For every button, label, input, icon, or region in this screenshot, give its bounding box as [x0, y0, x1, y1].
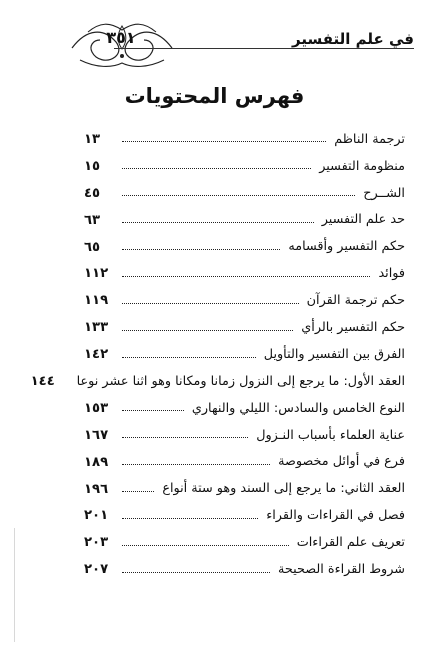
toc-item [84, 529, 405, 556]
toc-item [84, 260, 405, 287]
toc-item-title: حكم ترجمة القرآن [306, 293, 405, 309]
dot-leader [122, 248, 280, 250]
toc-item [84, 556, 405, 583]
toc-item-page: ١٨٩ [84, 454, 109, 470]
toc-item-page: ٤٥ [84, 185, 101, 201]
toc-item [84, 126, 405, 153]
dot-leader [122, 194, 355, 196]
toc-item-page: ١٦٧ [84, 427, 109, 443]
dot-leader [122, 463, 270, 465]
dot-leader [122, 302, 299, 304]
header-rule [114, 48, 414, 49]
toc-item-page: ٦٣ [84, 212, 101, 228]
toc-item-page: ١١٢ [84, 266, 109, 282]
dot-leader [122, 409, 184, 411]
toc-item-page: ١٤٤ [30, 373, 55, 389]
toc-item [84, 207, 405, 234]
toc-item-title: العقد الثاني: ما يرجع إلى السند وهو ستة أنواع [162, 481, 405, 497]
toc-item [84, 234, 405, 261]
scan-edge-line [14, 528, 15, 642]
toc-item-page: ٢٠١ [84, 508, 109, 524]
toc-item-page: ٢٠٣ [84, 535, 109, 551]
toc-item-title: حكم التفسير بالرأي [301, 319, 405, 335]
toc-item-title: ترجمة الناظم [334, 131, 405, 147]
toc-item-title: فرع في أوائل مخصوصة [278, 454, 405, 470]
toc-item [84, 287, 405, 314]
toc-item-page: ١٥ [84, 158, 101, 174]
toc-item-title: حد علم التفسير [321, 212, 405, 228]
toc-item [84, 153, 405, 180]
toc-item-page: ١٩٦ [84, 481, 109, 497]
dot-leader [122, 221, 314, 223]
toc-item [84, 341, 405, 368]
dot-leader [122, 490, 154, 492]
toc-item [84, 314, 405, 341]
dot-leader [122, 436, 248, 438]
dot-leader [122, 571, 270, 573]
toc-item [84, 422, 405, 449]
toc-item-title: منظومة التفسير [319, 158, 405, 174]
toc-item-page: ٢٠٧ [84, 562, 109, 578]
toc-item [30, 368, 405, 395]
toc-item [84, 180, 405, 207]
toc-item-page: ١٣٣ [84, 320, 109, 336]
page-number: ٣٥١ [106, 28, 136, 47]
toc-item-page: ١١٩ [84, 293, 109, 309]
page-title: فهرس المحتويات [124, 84, 305, 108]
toc-item-page: ١٣ [84, 131, 101, 147]
toc-item [84, 502, 405, 529]
toc-item-title: فصل في القراءات والقراء [266, 508, 405, 524]
toc-item-title: تعريف علم القراءات [296, 535, 405, 551]
toc-item-title: عناية العلماء بأسباب النـزول [256, 427, 405, 443]
toc-item [84, 476, 405, 503]
toc-item-title: حكم التفسير وأقسامه [288, 239, 405, 255]
dot-leader [122, 275, 370, 277]
toc-item-title: الفرق بين التفسير والتأويل [263, 346, 405, 362]
toc-item [84, 395, 405, 422]
dot-leader [122, 167, 311, 169]
dot-leader [122, 544, 289, 546]
dot-leader [122, 356, 256, 358]
toc-item-title: فوائد [378, 266, 405, 282]
toc-item-title: شروط القراءة الصحيحة [278, 561, 405, 577]
dot-leader [122, 517, 258, 519]
toc-item-page: ١٥٣ [84, 400, 109, 416]
running-title: في علم التفسير [292, 30, 414, 48]
toc-item [84, 449, 405, 476]
dot-leader [122, 140, 326, 142]
dot-leader [122, 329, 293, 331]
page-header [62, 18, 414, 72]
toc-item-page: ٦٥ [84, 239, 101, 255]
toc-item-title: الشــرح [363, 185, 405, 201]
toc-item-page: ١٤٢ [84, 347, 109, 363]
toc-item-title: العقد الأول: ما يرجع إلى النزول زمانا ومكانا وهو اثنا عشر نوعا [76, 373, 405, 389]
table-of-contents [30, 126, 405, 583]
toc-item-title: النوع الخامس والسادس: الليلي والنهاري [191, 400, 405, 416]
